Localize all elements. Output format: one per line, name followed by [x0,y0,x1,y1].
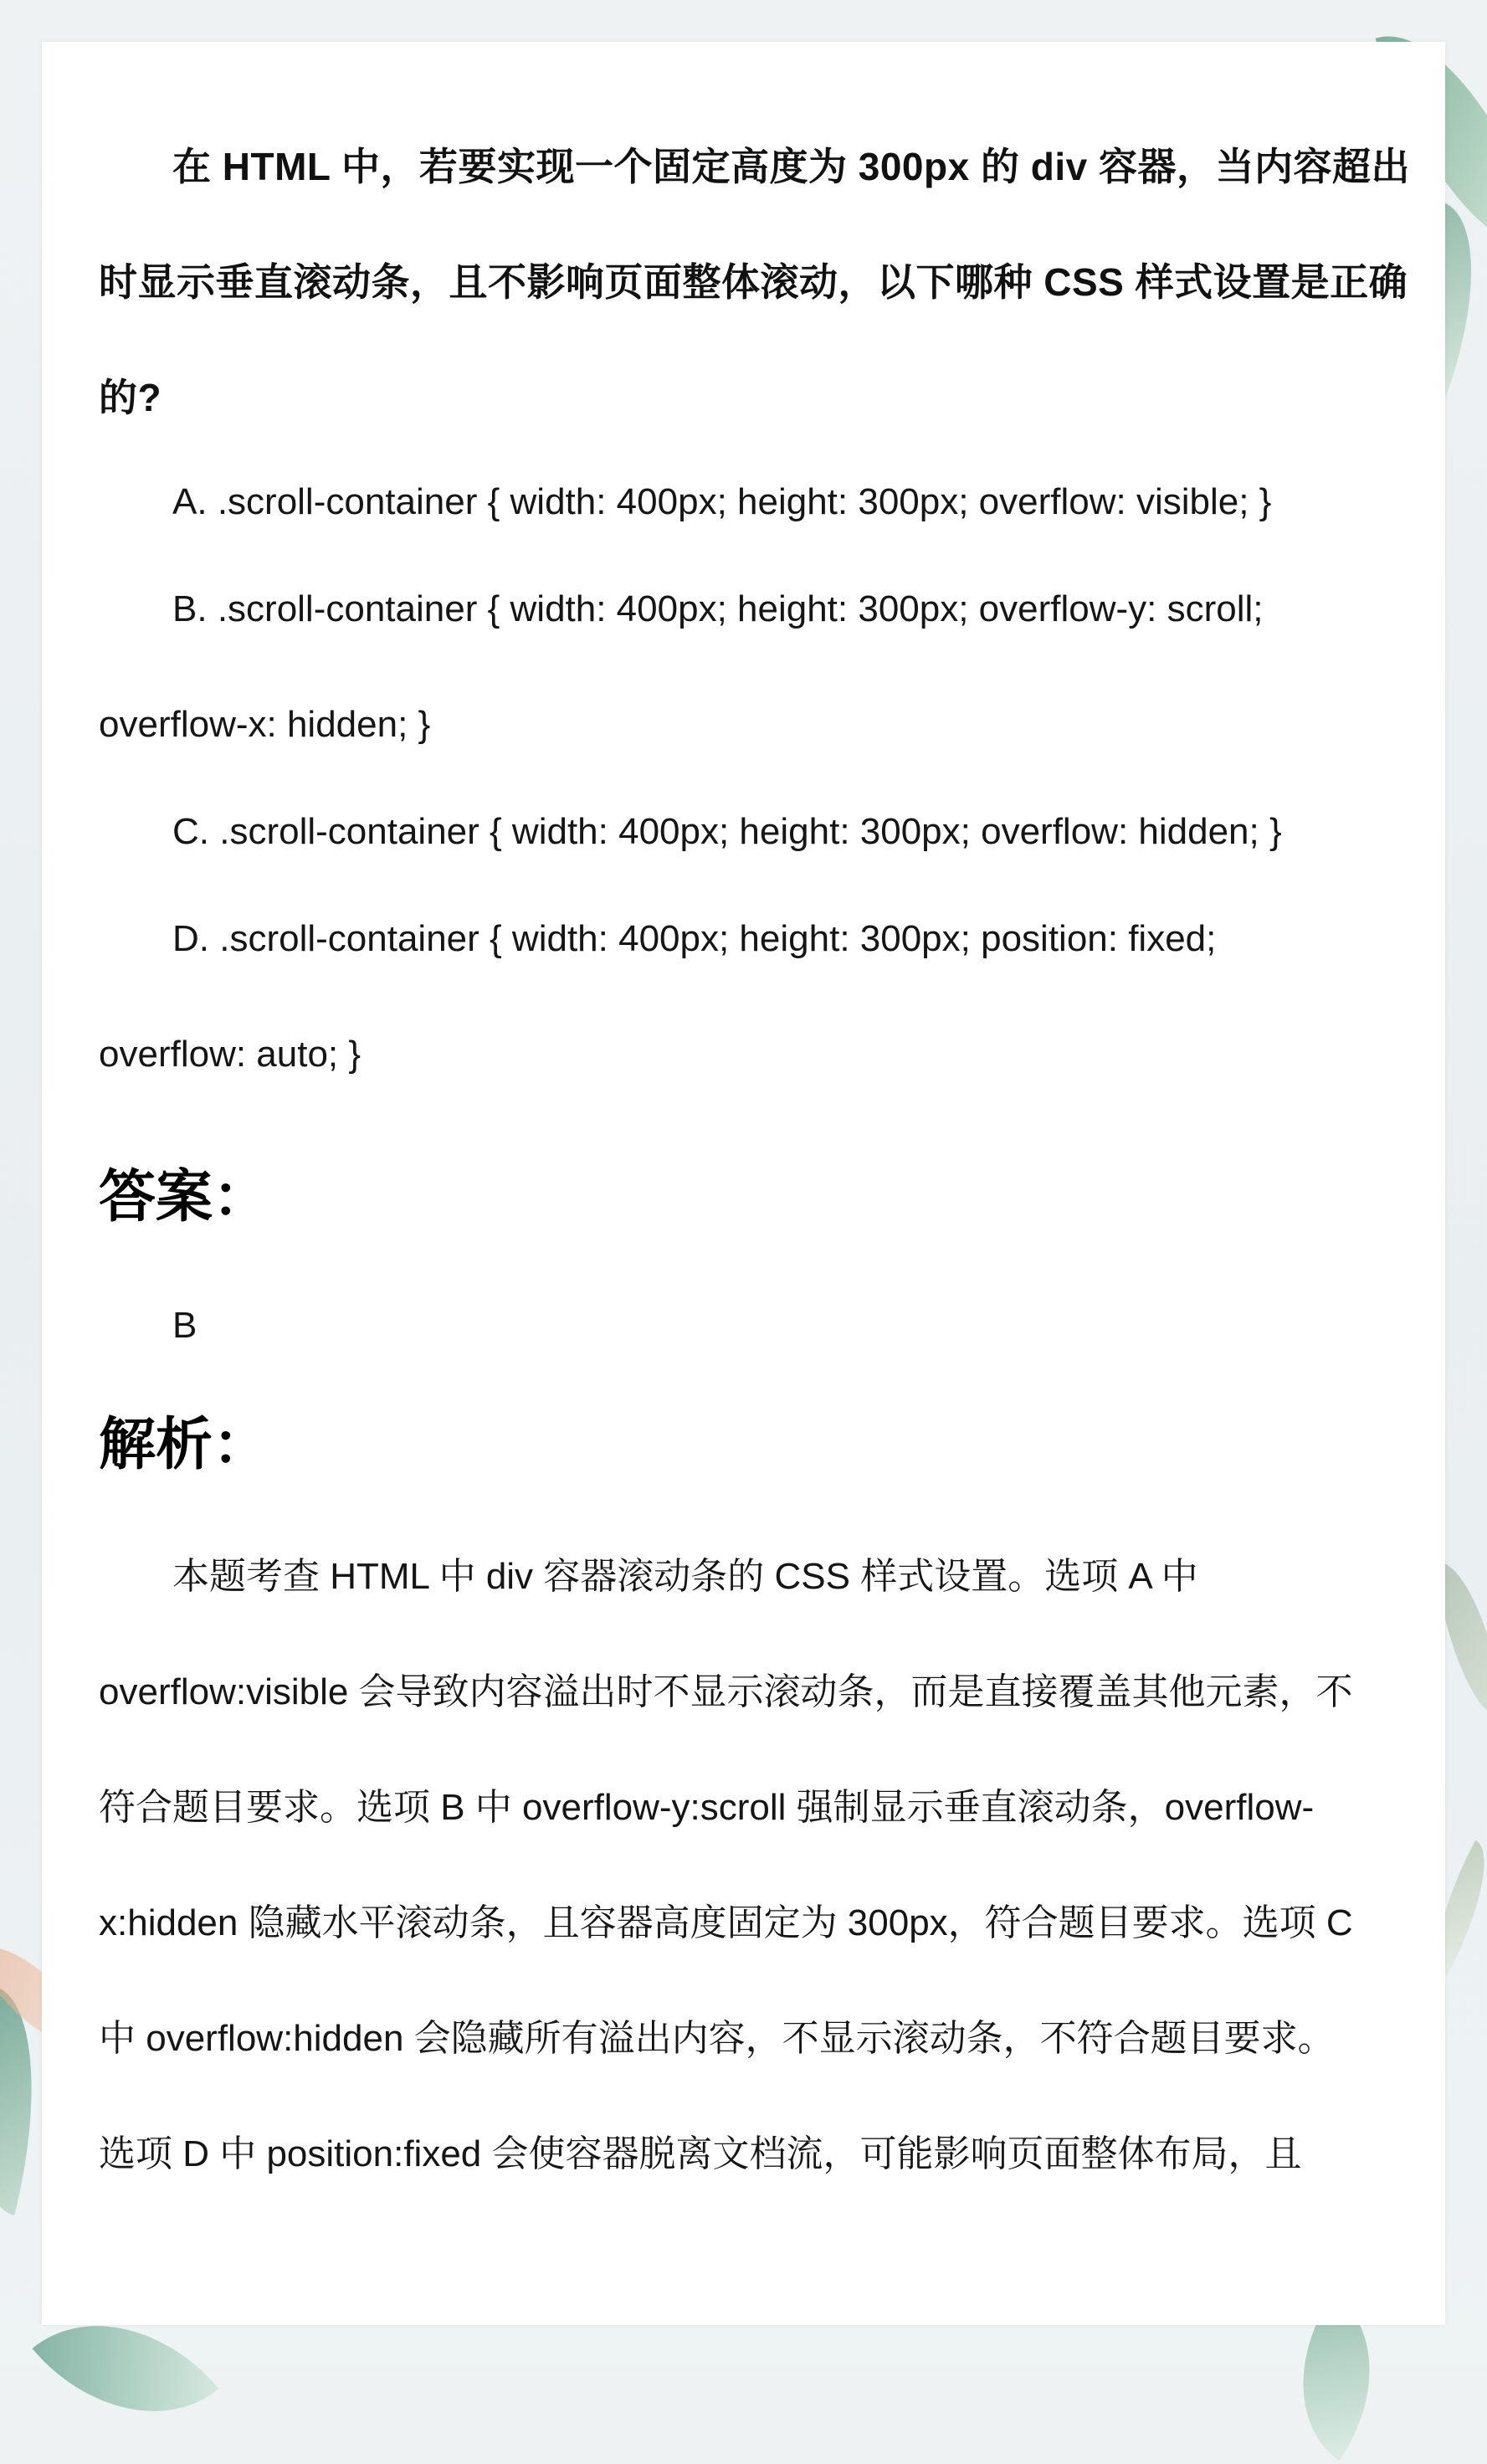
option-d-continuation: overflow: auto; } [99,1034,361,1075]
explanation-line: overflow:visible 会导致内容溢出时不显示滚动条，而是直接覆盖其他元素，不 [99,1671,1353,1712]
question-line: 的? [99,376,162,419]
explanation-line: 选项 D 中 position:fixed 会使容器脱离文档流，可能影响页面整体布局，且 [99,2133,1302,2174]
option-label: A. [172,481,208,522]
answer-title: 答案： [99,1165,270,1229]
question-line: 时显示垂直滚动条，且不影响页面整体滚动，以下哪种 CSS 样式设置是正确 [99,260,1408,304]
option-b-continuation: overflow-x: hidden; } [99,704,431,745]
option-b [172,588,1264,629]
option-text: .scroll-container { width: 400px; height: 300px; position: fixed; [219,918,1217,959]
answer-value: B [172,1305,197,1346]
option-label: B. [172,588,208,629]
option-c [172,811,1282,852]
option-label: D. [172,918,209,959]
document-card [42,42,1445,2325]
option-text: .scroll-container { width: 400px; height: 300px; overflow-y: scroll; [217,588,1264,629]
explanation-line: 符合题目要求。选项 B 中 overflow-y:scroll 强制显示垂直滚动条，overflow- [99,1787,1315,1828]
explanation-title: 解析： [99,1413,270,1476]
question-line: 在 HTML 中，若要实现一个固定高度为 300px 的 div 容器，当内容超出 [172,145,1410,188]
explanation-line: x:hidden 隐藏水平滚动条，且容器高度固定为 300px，符合题目要求。选项 C [99,1902,1353,1943]
explanation-line: 本题考查 HTML 中 div 容器滚动条的 CSS 样式设置。选项 A 中 [172,1556,1198,1597]
option-label: C. [172,811,209,852]
option-text: .scroll-container { width: 400px; height: 300px; overflow: hidden; } [219,811,1282,852]
option-a [172,481,1272,522]
explanation-line: 中 overflow:hidden 会隐藏所有溢出内容，不显示滚动条，不符合题目要求。 [99,2018,1335,2059]
option-d [172,918,1217,959]
option-text: .scroll-container { width: 400px; height: 300px; overflow: visible; } [217,481,1272,522]
